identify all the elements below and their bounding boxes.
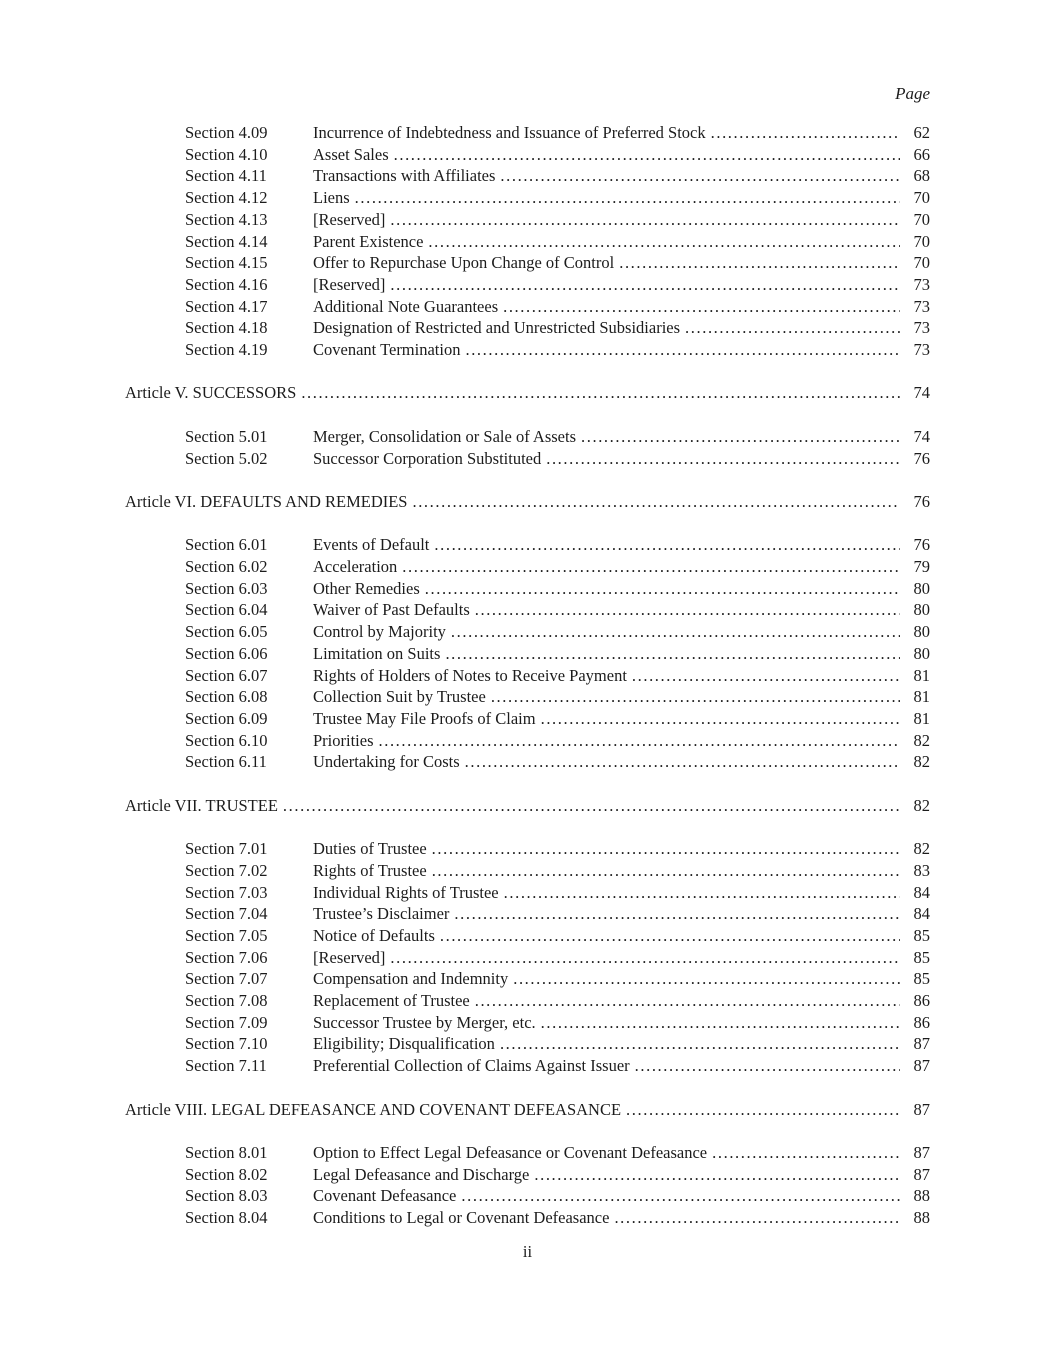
section-label: Section 6.02 <box>185 557 268 576</box>
section-label: Section 4.11 <box>185 166 267 186</box>
dot-leader <box>707 1142 900 1164</box>
toc-section-row <box>125 231 930 253</box>
section-page-number: 70 <box>913 231 930 251</box>
section-page-number: 83 <box>913 860 930 880</box>
section-label: Section 6.06 <box>185 643 268 663</box>
section-title: [Reserved] <box>313 947 386 967</box>
section-page-number: 73 <box>913 296 930 316</box>
toc-section-row <box>125 534 930 556</box>
dot-leader <box>385 274 900 296</box>
dot-leader <box>680 317 900 339</box>
toc-section-row <box>125 643 930 665</box>
dot-leader <box>427 860 900 882</box>
section-page-number: 87 <box>913 1142 930 1162</box>
section-page-number: 84 <box>913 882 930 902</box>
section-label: Section 7.09 <box>185 1012 268 1032</box>
section-title: Eligibility; Disqualification <box>313 1034 495 1054</box>
section-label: Section 8.03 <box>185 1186 268 1206</box>
section-title: Conditions to Legal or Covenant Defeasance <box>313 1208 610 1228</box>
dot-leader <box>495 165 900 187</box>
dot-leader <box>397 556 900 578</box>
dot-leader <box>536 1012 900 1034</box>
section-label: Section 6.03 <box>185 578 268 598</box>
section-page-number: 76 <box>913 535 930 555</box>
toc-section-row <box>125 426 930 448</box>
section-title: Transactions with Affiliates <box>313 166 496 186</box>
section-page-number: 76 <box>913 448 930 468</box>
section-label: Section 8.02 <box>185 1164 268 1184</box>
dot-leader <box>423 231 900 253</box>
section-title: Legal Defeasance and Discharge <box>313 1164 530 1184</box>
toc-section-row <box>125 317 930 339</box>
section-label: Section 8.04 <box>185 1208 268 1228</box>
section-title: Waiver of Past Defaults <box>313 600 470 620</box>
article-page-number: 76 <box>913 491 930 511</box>
section-label: Section 6.10 <box>185 730 268 750</box>
dot-leader <box>278 795 900 817</box>
dot-leader <box>470 599 900 621</box>
section-label: Section 7.02 <box>185 860 268 880</box>
toc-article-row <box>125 491 930 513</box>
dot-leader <box>529 1164 900 1186</box>
section-page-number: 74 <box>913 426 930 446</box>
toc-section-row <box>125 903 930 925</box>
section-page-number: 87 <box>913 1164 930 1184</box>
section-label: Section 6.11 <box>185 752 267 772</box>
table-of-contents <box>125 122 930 1229</box>
toc-section-row <box>125 187 930 209</box>
toc-section-row <box>125 1164 930 1186</box>
dot-leader <box>385 209 900 231</box>
section-page-number: 70 <box>913 253 930 273</box>
dot-leader <box>495 1033 900 1055</box>
section-title: Duties of Trustee <box>313 839 427 859</box>
section-label: Section 7.06 <box>185 947 268 967</box>
toc-section-row <box>125 1055 930 1077</box>
section-title: Compensation and Indemnity <box>313 969 509 989</box>
page-number-footer: ii <box>522 1242 533 1261</box>
dot-leader <box>449 903 900 925</box>
section-title: Limitation on Suits <box>313 643 441 663</box>
dot-leader <box>486 686 900 708</box>
toc-section-row <box>125 838 930 860</box>
section-label: Section 7.10 <box>185 1034 268 1054</box>
dot-leader <box>407 491 900 513</box>
dot-leader <box>541 448 900 470</box>
toc-section-row <box>125 165 930 187</box>
dot-leader <box>460 751 900 773</box>
toc-section-row <box>125 296 930 318</box>
section-page-number: 81 <box>913 687 930 707</box>
toc-section-row <box>125 730 930 752</box>
section-title: Trustee May File Proofs of Claim <box>313 708 536 728</box>
section-label: Section 4.16 <box>185 274 268 294</box>
section-label: Section 4.14 <box>185 231 268 251</box>
section-page-number: 80 <box>913 600 930 620</box>
section-title: Rights of Trustee <box>313 860 427 880</box>
toc-section-row <box>125 339 930 361</box>
section-label: Section 4.19 <box>185 340 268 360</box>
section-title: Covenant Termination <box>313 340 461 360</box>
dot-leader <box>498 296 900 318</box>
dot-leader <box>427 838 900 860</box>
toc-section-row <box>125 1142 930 1164</box>
toc-section-row <box>125 925 930 947</box>
section-title: Priorities <box>313 730 374 750</box>
section-page-number: 80 <box>913 643 930 663</box>
article-title: Article VIII. LEGAL DEFEASANCE AND COVENANT DEFEASANCE <box>125 1099 622 1119</box>
toc-group <box>125 795 930 1077</box>
section-label: Section 4.12 <box>185 188 268 208</box>
section-label: Section 6.09 <box>185 708 268 728</box>
toc-section-row <box>125 1033 930 1055</box>
dot-leader <box>435 925 900 947</box>
section-page-number: 82 <box>913 730 930 750</box>
toc-section-row <box>125 122 930 144</box>
section-label: Section 7.04 <box>185 904 268 924</box>
section-page-number: 80 <box>913 622 930 642</box>
toc-group <box>125 491 930 773</box>
toc-section-row <box>125 1207 930 1229</box>
toc-section-row <box>125 665 930 687</box>
dot-leader <box>296 382 900 404</box>
section-title: Option to Effect Legal Defeasance or Covenant Defeasance <box>313 1142 708 1162</box>
section-label: Section 4.18 <box>185 318 268 338</box>
toc-section-row <box>125 599 930 621</box>
toc-section-row <box>125 1185 930 1207</box>
section-page-number: 86 <box>913 991 930 1011</box>
section-label: Section 7.08 <box>185 991 268 1011</box>
dot-leader <box>499 882 900 904</box>
section-page-number: 88 <box>913 1208 930 1228</box>
dot-leader <box>470 990 900 1012</box>
toc-group <box>125 122 930 361</box>
toc-section-row <box>125 968 930 990</box>
section-title: Parent Existence <box>313 231 424 251</box>
section-page-number: 79 <box>913 557 930 576</box>
section-title: Rights of Holders of Notes to Receive Payment <box>313 665 627 685</box>
toc-group <box>125 382 930 469</box>
section-label: Section 6.05 <box>185 622 268 642</box>
section-title: Replacement of Trustee <box>313 991 470 1011</box>
section-label: Section 7.03 <box>185 882 268 902</box>
section-page-number: 82 <box>913 752 930 772</box>
section-page-number: 88 <box>913 1186 930 1206</box>
toc-section-row <box>125 448 930 470</box>
section-page-number: 70 <box>913 188 930 208</box>
toc-article-row <box>125 1099 930 1121</box>
dot-leader <box>429 534 900 556</box>
section-label: Section 7.05 <box>185 925 268 945</box>
section-label: Section 4.17 <box>185 296 268 316</box>
article-title: Article VII. TRUSTEE <box>125 795 278 815</box>
section-page-number: 87 <box>913 1034 930 1054</box>
section-page-number: 73 <box>913 274 930 294</box>
toc-section-row <box>125 686 930 708</box>
section-title: Merger, Consolidation or Sale of Assets <box>313 426 577 446</box>
section-page-number: 85 <box>913 969 930 989</box>
section-title: Individual Rights of Trustee <box>313 882 499 902</box>
article-page-number: 82 <box>913 795 930 815</box>
section-page-number: 80 <box>913 578 930 598</box>
section-page-number: 73 <box>913 318 930 338</box>
dot-leader <box>627 665 900 687</box>
section-label: Section 5.01 <box>185 426 268 446</box>
section-title: Additional Note Guarantees <box>313 296 499 316</box>
section-title: Other Remedies <box>313 578 420 598</box>
dot-leader <box>536 708 900 730</box>
section-title: Incurrence of Indebtedness and Issuance of Preferred Stock <box>313 123 706 142</box>
toc-article-row <box>125 795 930 817</box>
section-page-number: 68 <box>913 166 930 186</box>
toc-section-row <box>125 990 930 1012</box>
section-page-number: 81 <box>913 708 930 728</box>
article-page-number: 87 <box>913 1099 930 1119</box>
section-page-number: 82 <box>913 839 930 859</box>
section-title: Asset Sales <box>313 144 389 164</box>
article-title: Article V. SUCCESSORS <box>125 383 297 403</box>
section-title: Acceleration <box>313 557 398 576</box>
section-label: Section 8.01 <box>185 1142 268 1162</box>
section-title: Events of Default <box>313 535 430 555</box>
section-title: Preferential Collection of Claims Against Issuer <box>313 1056 630 1076</box>
section-page-number: 70 <box>913 209 930 229</box>
section-page-number: 84 <box>913 904 930 924</box>
toc-section-row <box>125 751 930 773</box>
dot-leader <box>374 730 901 752</box>
toc-section-row <box>125 947 930 969</box>
dot-leader <box>621 1099 900 1121</box>
section-title: Undertaking for Costs <box>313 752 460 772</box>
section-title: Offer to Repurchase Upon Change of Control <box>313 253 615 273</box>
section-page-number: 73 <box>913 340 930 360</box>
section-title: Trustee’s Disclaimer <box>313 904 450 924</box>
section-label: Section 6.07 <box>185 665 268 685</box>
section-page-number: 62 <box>913 123 930 142</box>
section-page-number: 85 <box>913 925 930 945</box>
section-label: Section 6.04 <box>185 600 268 620</box>
toc-section-row <box>125 1012 930 1034</box>
dot-leader <box>350 187 900 209</box>
dot-leader <box>576 426 900 448</box>
section-title: [Reserved] <box>313 274 386 294</box>
toc-section-row <box>125 708 930 730</box>
section-label: Section 6.08 <box>185 687 268 707</box>
section-title: [Reserved] <box>313 209 386 229</box>
section-page-number: 81 <box>913 665 930 685</box>
toc-section-row <box>125 578 930 600</box>
section-label: Section 4.15 <box>185 253 268 273</box>
dot-leader <box>614 252 900 274</box>
dot-leader <box>420 578 900 600</box>
section-page-number: 87 <box>913 1056 930 1076</box>
section-title: Successor Trustee by Merger, etc. <box>313 1012 536 1032</box>
toc-section-row <box>125 252 930 274</box>
toc-section-row <box>125 144 930 166</box>
dot-leader <box>460 339 900 361</box>
toc-section-row <box>125 274 930 296</box>
toc-section-row <box>125 882 930 904</box>
section-label: Section 4.09 <box>185 123 268 142</box>
section-label: Section 7.01 <box>185 839 268 859</box>
toc-group <box>125 1099 930 1229</box>
section-title: Covenant Defeasance <box>313 1186 457 1206</box>
toc-section-row <box>125 556 930 578</box>
dot-leader <box>446 621 900 643</box>
article-page-number: 74 <box>913 383 930 403</box>
section-page-number: 66 <box>913 144 930 164</box>
section-title: Collection Suit by Trustee <box>313 687 486 707</box>
section-label: Section 7.07 <box>185 969 268 989</box>
toc-section-row <box>125 209 930 231</box>
section-label: Section 4.10 <box>185 144 268 164</box>
section-label: Section 7.11 <box>185 1056 267 1076</box>
section-title: Successor Corporation Substituted <box>313 448 542 468</box>
section-label: Section 5.02 <box>185 448 268 468</box>
section-title: Control by Majority <box>313 622 446 642</box>
dot-leader <box>609 1207 900 1229</box>
toc-section-row <box>125 860 930 882</box>
dot-leader <box>389 144 900 166</box>
section-label: Section 6.01 <box>185 535 268 555</box>
section-page-number: 86 <box>913 1012 930 1032</box>
toc-article-row <box>125 382 930 404</box>
dot-leader <box>456 1185 900 1207</box>
section-label: Section 4.13 <box>185 209 268 229</box>
section-title: Designation of Restricted and Unrestricted Subsidiaries <box>313 318 681 338</box>
dot-leader <box>508 968 900 990</box>
dot-leader <box>706 122 900 144</box>
dot-leader <box>440 643 900 665</box>
section-title: Notice of Defaults <box>313 925 435 945</box>
dot-leader <box>630 1055 900 1077</box>
toc-section-row <box>125 621 930 643</box>
dot-leader <box>385 947 900 969</box>
page-column-header: Page <box>895 84 930 103</box>
article-title: Article VI. DEFAULTS AND REMEDIES <box>125 491 408 511</box>
section-page-number: 85 <box>913 947 930 967</box>
section-title: Liens <box>313 188 350 208</box>
